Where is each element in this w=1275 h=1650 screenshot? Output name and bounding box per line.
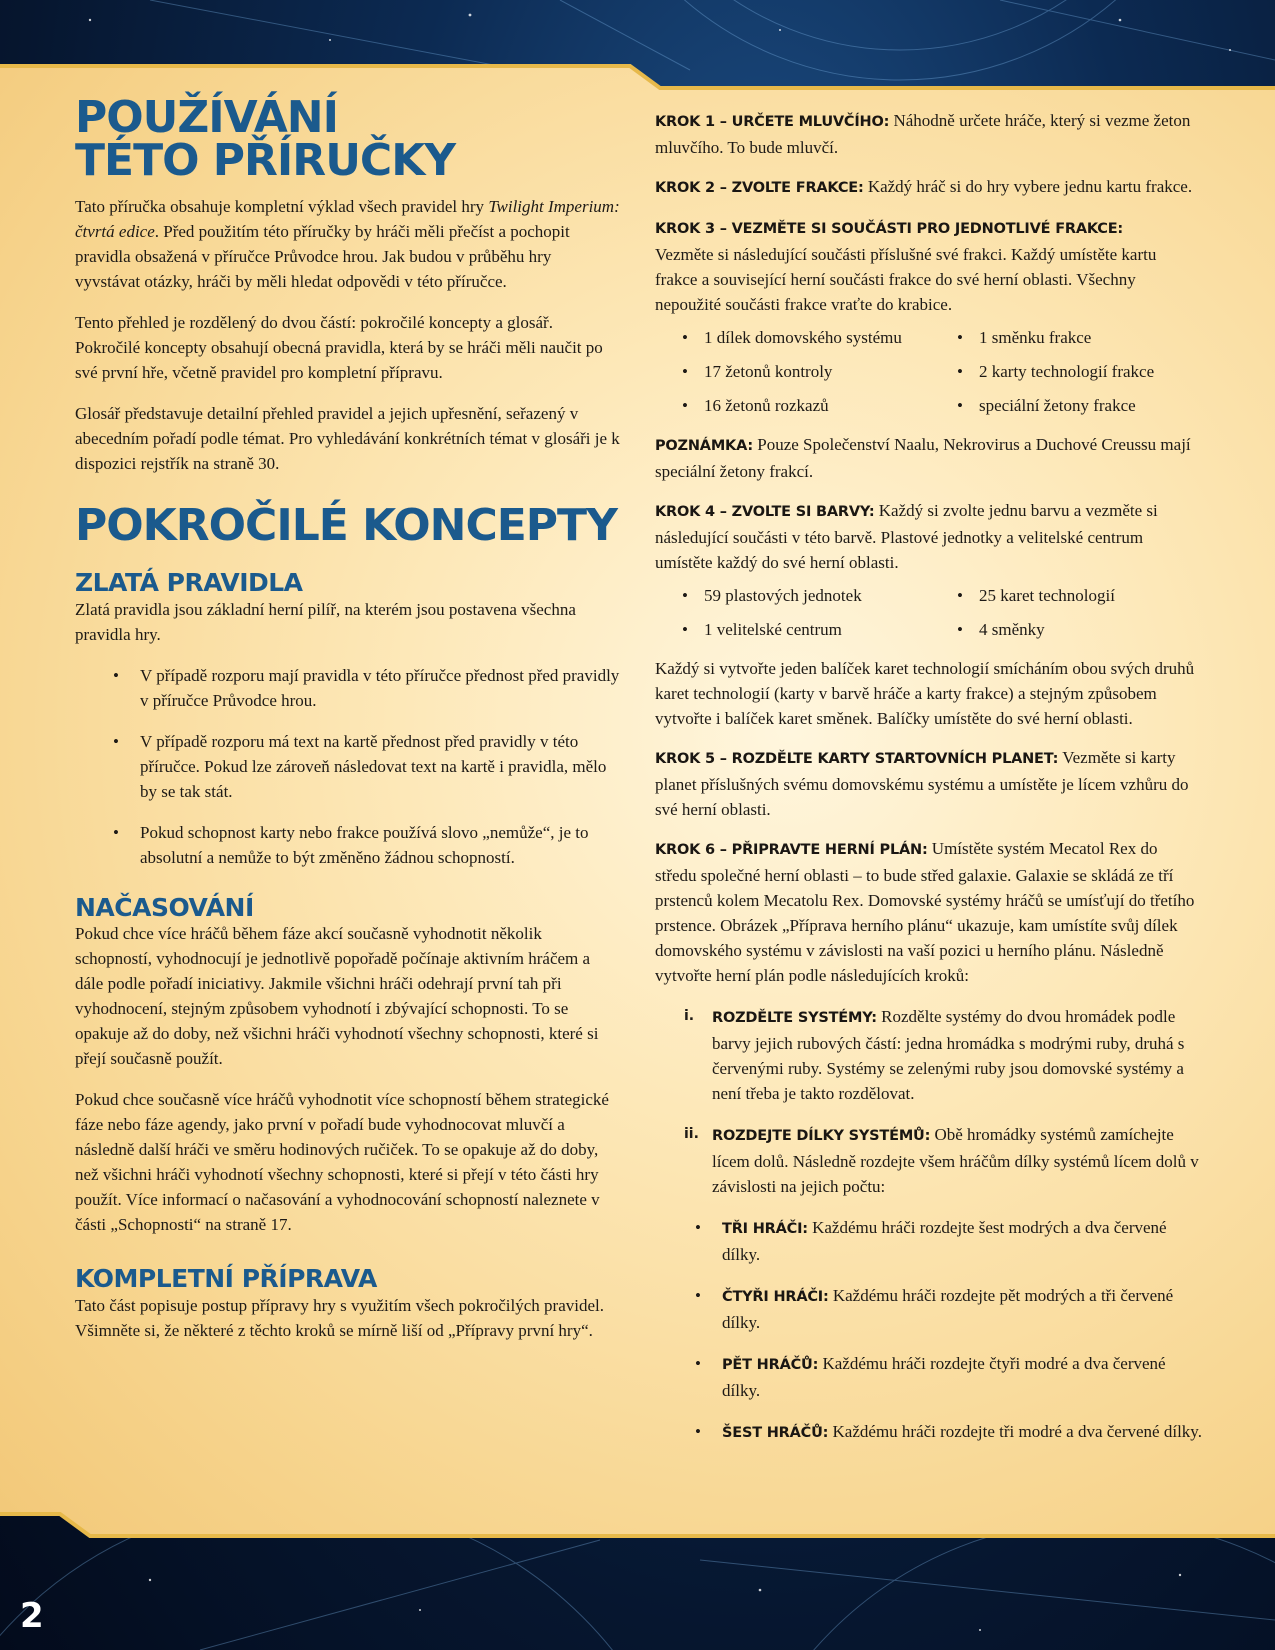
step-3: KROK 3 – VEZMĚTE SI SOUČÁSTI PRO JEDNOTLIVÉ FRAKCE: Vezměte si následující součásti příslušné své frakci. Každý umístěte kartu frakce a související herní součásti frakce do své herní oblasti. Všechny nepoužité součásti frakce vraťte do krabice. xyxy=(655,221,1157,314)
setup-heading: KOMPLETNÍ PŘÍPRAVA xyxy=(75,1264,377,1294)
list-item: • speciální žetony frakce xyxy=(957,393,1217,418)
intro-paragraph-3: Glosář představuje detailní přehled pravidel a jejich upřesnění, seřazený v abecedním pořadí podle témat. Pro vyhledávání konkrétních témat v glosáři je k dispozici rejstřík na straně 30. xyxy=(75,404,620,474)
list-item: • Pokud schopnost karty nebo frakce používá slovo „nemůže“, je to absolutní a nemůže to být změněno žádnou schopností. xyxy=(140,820,620,870)
color-components-list xyxy=(655,583,1203,642)
list-item: • 16 žetonů rozkazů xyxy=(682,393,957,418)
players-five: • PĚT HRÁČŮ: Každému hráči rozdejte čtyři modré a dva červené dílky. xyxy=(655,1351,1203,1403)
players-six: • ŠEST HRÁČŮ: Každému hráči rozdejte tři modré a dva červené dílky. xyxy=(655,1419,1203,1446)
intro-paragraph-1: Tato příručka obsahuje kompletní výklad všech pravidel hry Twilight Imperium: čtvrtá edice. Před použitím této příručky by hráči měli přečíst a pochopit pravidla obsažená v příručce Průvodce hrou. Jak budou v průběhu hry vyvstávat otázky, hráči by měli hledat odpovědi v této příručce. xyxy=(75,197,620,292)
list-item: • 2 karty technologií frakce xyxy=(957,359,1217,384)
list-item: • 1 velitelské centrum xyxy=(682,617,957,642)
list-item: • V případě rozporu má text na kartě přednost před pravidly v této příručce. Pokud lze zároveň následovat text na kartě i pravidla, mělo by se tak stát. xyxy=(140,729,620,804)
substep-ii: ii. ROZDEJTE DÍLKY SYSTÉMŮ: Obě hromádky systémů zamíchejte lícem dolů. Následně rozdejte všem hráčům dílky systémů lícem dolů v závislosti na jejich počtu: xyxy=(684,1125,1199,1196)
players-three: • TŘI HRÁČI: Každému hráči rozdejte šest modrých a dva červené dílky. xyxy=(655,1215,1203,1267)
page-number: 2 xyxy=(20,1596,44,1636)
list-item: • 59 plastových jednotek xyxy=(682,583,957,608)
step-4: KROK 4 – ZVOLTE SI BARVY: Každý si zvolte jednu barvu a vezměte si následující součásti v této barvě. Plastové jednotky a velitelské centrum umístěte každý do své herní oblasti. xyxy=(655,501,1158,572)
note: POZNÁMKA: Pouze Společenství Naalu, Nekrovirus a Duchové Creussu mají speciální žetony frakcí. xyxy=(655,435,1191,481)
golden-rules-list xyxy=(75,663,620,870)
step-2: KROK 2 – ZVOLTE FRAKCE: Každý hráč si do hry vybere jednu kartu frakce. xyxy=(655,177,1193,196)
timing-paragraph-2: Pokud chce současně více hráčů vyhodnotit více schopností během strategické fáze nebo fáze agendy, jako první v pořadí bude vyhodnocovat mluvčí a následně další hráči ve směru hodinových ručiček. To se opakuje až do doby, než všichni hráči vyhodnotí všechny schopnosti, které si přejí v této části hry použít. Více informací o načasování a vyhodnocování schopností naleznete v části „Schopnosti“ na straně 17. xyxy=(75,1090,609,1235)
step-4-after: Každý si vytvořte jeden balíček karet technologií smícháním obou svých druhů karet technologií (karty v barvě hráče a karty frakce) a stejným způsobem vytvořte i balíček karet směnek. Balíčky umístěte do své herní oblasti. xyxy=(655,659,1195,728)
list-item: • 25 karet technologií xyxy=(957,583,1217,608)
timing-paragraph-1: Pokud chce více hráčů během fáze akcí současně vyhodnotit několik schopností, vyhodnocují je jednotlivě popořadě počínaje aktivním hráčem a dále podle pořadí iniciativy. Jakmile všichni hráči odehrají první tah při vyhodnocení, stejným způsobem vyhodnotí i zbývající schopnosti. To se opakuje až do doby, než všichni hráči vyhodnotí všechny schopnosti, které si přejí současně použít. xyxy=(75,924,599,1069)
golden-rules-heading: ZLATÁ PRAVIDLA xyxy=(75,568,303,598)
setup-intro: Tato část popisuje postup přípravy hry s využitím všech pokročilých pravidel. Všimněte si, že některé z těchto kroků se mírně liší od „Přípravy první hry“. xyxy=(75,1295,605,1340)
step-1: KROK 1 – URČETE MLUVČÍHO: Náhodně určete hráče, který si vezme žeton mluvčího. To bude mluvčí. xyxy=(655,111,1191,157)
section-title: POKROČILÉ KONCEPTY xyxy=(75,500,617,552)
page-title: POUŽÍVÁNÍ TÉTO PŘÍRUČKY xyxy=(75,92,456,187)
left-column xyxy=(75,92,620,1343)
intro-paragraph-2: Tento přehled je rozdělený do dvou částí: pokročilé koncepty a glosář. Pokročilé koncepty obsahují obecná pravidla, která by se hráči měli naučit po své první hře, včetně pravidel pro kompletní přípravu. xyxy=(75,313,603,383)
list-item: • 1 směnku frakce xyxy=(957,325,1217,350)
right-column xyxy=(655,108,1203,1462)
players-four: • ČTYŘI HRÁČI: Každému hráči rozdejte pět modrých a tři červené dílky. xyxy=(655,1283,1203,1335)
list-item: • 4 směnky xyxy=(957,617,1217,642)
substep-i: i. ROZDĚLTE SYSTÉMY: Rozdělte systémy do dvou hromádek podle barvy jejich rubových částí: jedna hromádka s modrými ruby, druhá s červenými ruby. Systémy se zelenými ruby jsou domovské systémy a není třeba je takto rozdělovat. xyxy=(684,1007,1185,1103)
faction-components-list xyxy=(655,325,1203,418)
step-6: KROK 6 – PŘIPRAVTE HERNÍ PLÁN: Umístěte systém Mecatol Rex do středu společné herní oblasti – to bude střed galaxie. Galaxie se skládá ze tří prstenců kolem Mecatolu Rex. Domovské systémy hráčů se umísťují do třetího prstence. Obrázek „Příprava herního plánu“ ukazuje, kam umístíte svůj dílek domovského systému v závislosti na vaší pozici u herního plánu. Následně vytvořte herní plán podle následujících kroků: xyxy=(655,839,1195,985)
list-item: • 1 dílek domovského systému xyxy=(682,325,957,350)
list-item: • V případě rozporu mají pravidla v této příručce přednost před pravidly v příručce Průvodce hrou. xyxy=(140,663,620,713)
golden-rules-intro: Zlatá pravidla jsou základní herní pilíř, na kterém jsou postavena všechna pravidla hry. xyxy=(75,599,576,644)
timing-heading: NAČASOVÁNÍ xyxy=(75,892,254,922)
list-item: • 17 žetonů kontroly xyxy=(682,359,957,384)
step-5: KROK 5 – ROZDĚLTE KARTY STARTOVNÍCH PLANET: Vezměte si karty planet příslušných svému domovskému systému a umístěte je lícem vzhůru do své herní oblasti. xyxy=(655,748,1189,819)
